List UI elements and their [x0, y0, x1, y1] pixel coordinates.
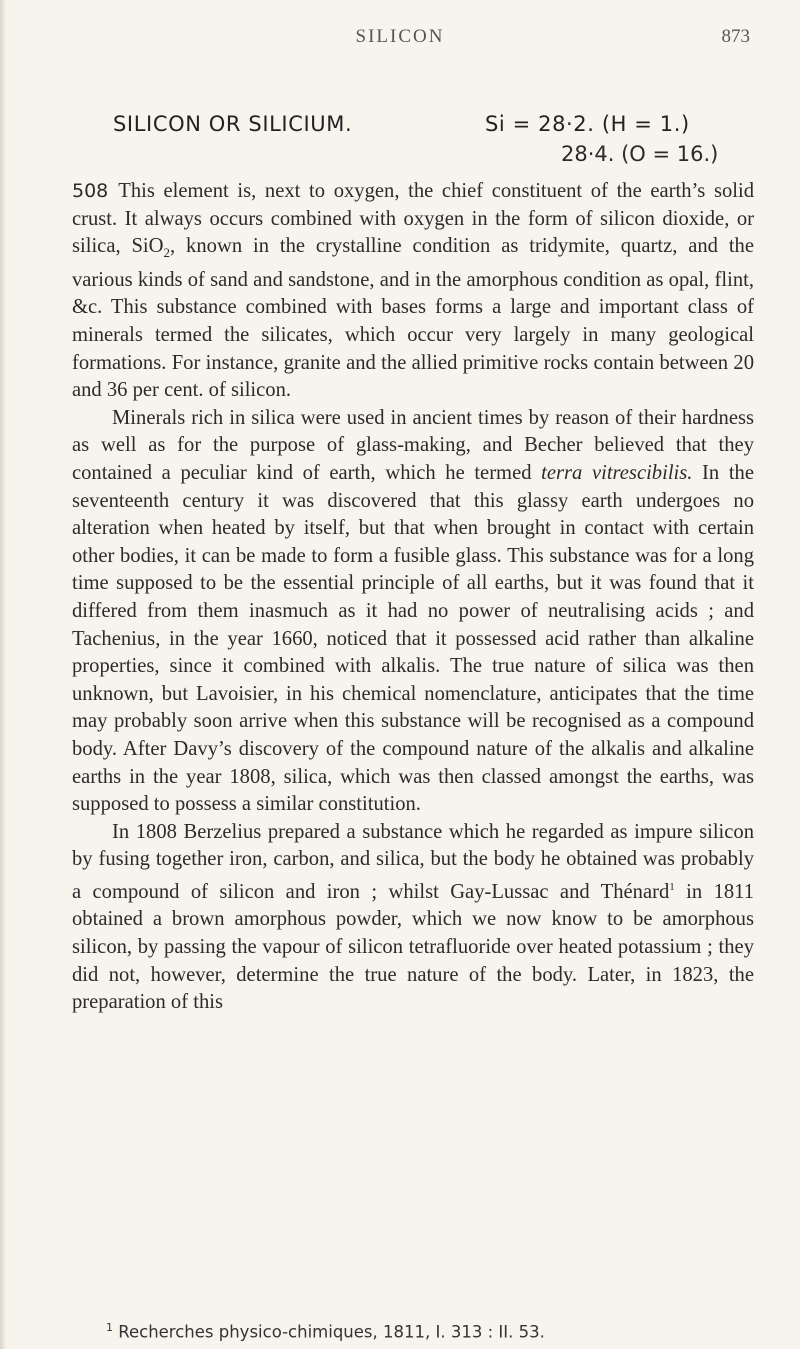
running-title: SILICON [355, 26, 445, 47]
formula-subscript: 2 [163, 245, 171, 261]
paragraph-text: In the seventeenth century it was discovered that this glassy earth undergoes no alteration when heated by itself, but that when brought in contact with certain other bodies, it can be made to form a fusible glass. This substance was for a long time supposed to be the essential principle of all earths, but it was found that it differed from them inasmuch as it had no power of neutralising acids ; and Tachenius, in the year 1660, noticed that it possessed acid rather than alkaline properties, since it combined with alkalis. The true nature of silica was then unknown, but Lavoisier, in his chemical nomenclature, anticipates that the time may probably soon arrive when this substance will be recognised as a compound body. After Davy’s discovery of the compound nature of the alkalis and alkaline earths in the year 1808, silica, which was then classed amongst the earths, was supposed to possess a similar constitution. [72, 462, 754, 816]
atomic-weight-formula-2: 28·4. (O = 16.) [561, 142, 719, 166]
footnote-mark: 1 [106, 1321, 113, 1334]
paragraph-text: , known in the crystalline condition as tridymite, quartz, and the various kinds of sand and sandstone, and in the amorphous condition as opal, flint, &c. This substance combined with bases forms a large and important class of minerals termed the silicates, which occur very largely in many geological formations. For instance, granite and the allied primitive rocks contain between 20 and 36 per cent. of silicon. [72, 235, 754, 402]
page-edge [0, 0, 6, 1349]
page-number: 873 [721, 26, 750, 47]
body-text [72, 178, 754, 1017]
footnote [106, 1318, 766, 1343]
section-title: SILICON OR SILICIUM. [113, 112, 353, 136]
paragraph-508 [72, 178, 754, 405]
paragraph-text: This element is, next to oxygen, the chief constituent of the earth’s solid crust. It always occurs combined with oxygen in the form of silicon dioxide, or silica, SiO [72, 180, 754, 258]
heading-line-1 [113, 112, 753, 136]
footnote-text: Recherches physico-chimiques, 1811, I. 313 : II. 53. [118, 1322, 545, 1342]
atomic-weight-formula-1: Si = 28·2. (H = 1.) [485, 112, 690, 136]
paragraph-text: In 1808 Berzelius prepared a substance which he regarded as impure silicon by fusing together iron, carbon, and silica, but the body he obtained was probably a compound of silicon and iron ; whilst Gay-Lussac and Thénard [72, 820, 754, 903]
paragraph-history [72, 405, 754, 819]
paragraph-number: 508 [72, 180, 109, 202]
section-heading [113, 112, 753, 166]
running-head [0, 26, 800, 50]
footnote-reference: 1 [669, 880, 675, 893]
paragraph-text: Minerals rich in silica were used in ancient times by reason of their hardness as well as for the purpose of glass-making, and Becher believed that they contained a peculiar kind of earth, which he termed [72, 406, 754, 485]
paragraph-berzelius [72, 819, 754, 1017]
italic-term: terra vitrescibilis. [541, 462, 693, 485]
paragraph-text: in 1811 obtained a brown amorphous powder, which we now know to be amorphous silicon, by passing the vapour of silicon tetrafluoride over heated potassium ; they did not, however, determine the true nature of the body. Later, in 1823, the preparation of this [72, 880, 754, 1014]
